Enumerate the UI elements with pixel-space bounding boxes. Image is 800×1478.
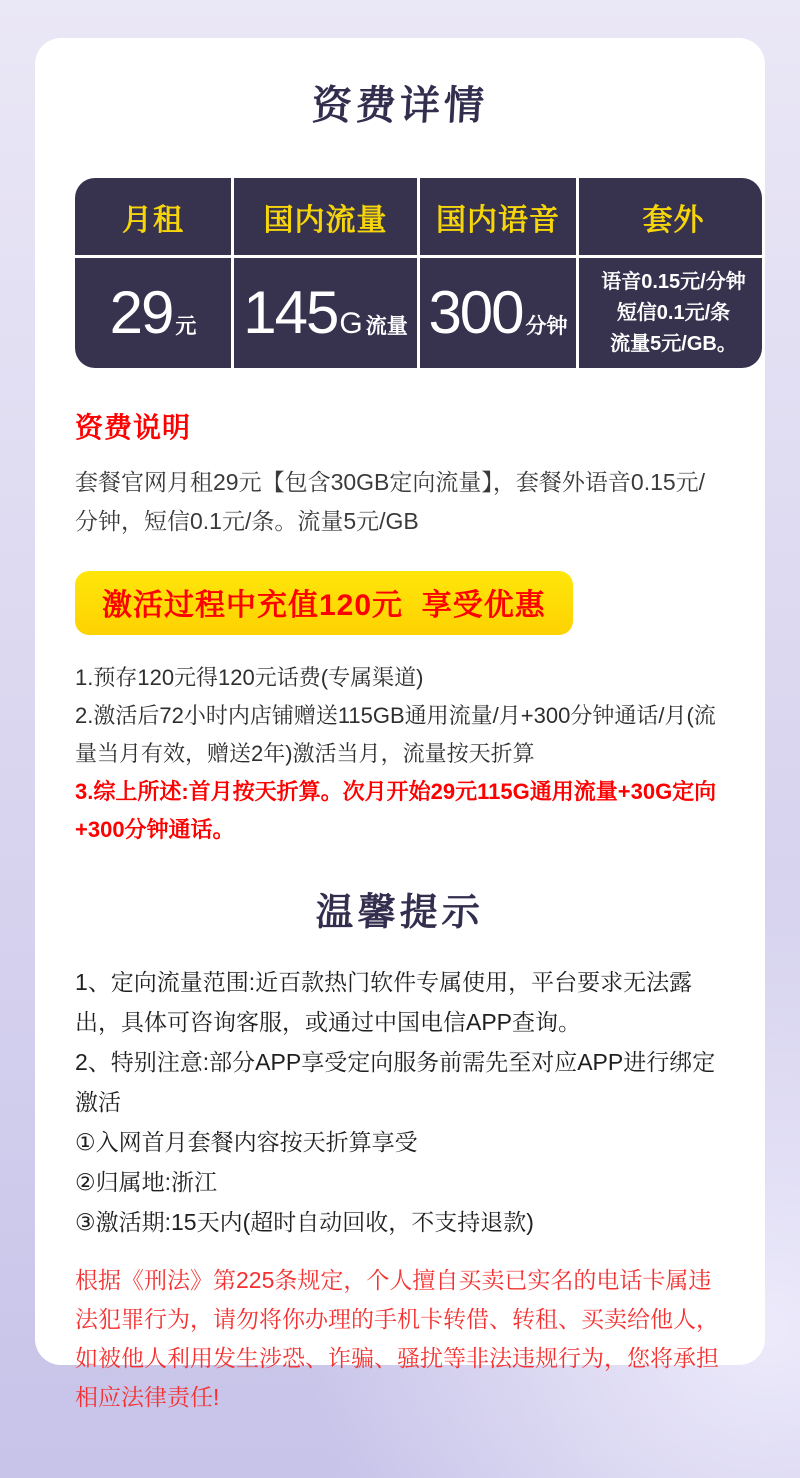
- rate-table: [75, 178, 762, 368]
- fee-note-heading: 资费说明: [75, 412, 192, 443]
- rate-table-header-monthly-fee: 月租: [75, 178, 231, 255]
- tip-item-3: ①入网首月套餐内容按天折算享受: [75, 1129, 418, 1155]
- tariff-card: [35, 38, 765, 1410]
- tips-list: [75, 962, 725, 1242]
- data-unit-label: 流量: [365, 315, 408, 338]
- fee-items-list: [75, 659, 725, 849]
- rate-table-value-out-of-plan: [579, 258, 762, 368]
- tip-item-4: ②归属地:浙江: [75, 1169, 218, 1195]
- data-unit-g: G: [339, 307, 363, 340]
- legal-warning: 根据《刑法》第225条规定，个人擅自买卖已实名的电话卡属违法犯罪行为，请勿将你办理的手机卡转借、转租、买卖给他人，如被他人利用发生涉恐、诈骗、骚扰等非法违规行为，您将承担相应法律责任!: [75, 1267, 719, 1410]
- page-title: 资费详情: [310, 84, 489, 128]
- rate-table-header-domestic-data: 国内流量: [234, 178, 417, 255]
- fee-item-1: 1.预存120元得120元话费(专属渠道): [75, 665, 424, 690]
- rate-table-value-domestic-voice: [420, 258, 576, 368]
- tip-item-5: ③激活期:15天内(超时自动回收，不支持退款): [75, 1209, 534, 1235]
- monthly-fee-unit: 元: [175, 315, 197, 338]
- monthly-fee-amount: 29: [109, 279, 173, 346]
- tip-item-1: 1、定向流量范围:近百款热门软件专属使用，平台要求无法露出，具体可咨询客服，或通过中国电信APP查询。: [75, 969, 693, 1035]
- tip-item-2: 2、特别注意:部分APP享受定向服务前需先至对应APP进行绑定激活: [75, 1049, 716, 1115]
- voice-amount: 300: [428, 279, 523, 346]
- rate-table-value-monthly-fee: [75, 258, 231, 368]
- out-of-plan-data-rate: 流量5元/GB。: [610, 332, 737, 355]
- promo-banner: 激活过程中充值120元 享受优惠: [75, 571, 573, 635]
- fee-note-body: 套餐官网月租29元【包含30GB定向流量】，套餐外语音0.15元/分钟，短信0.1元/条。流量5元/GB: [75, 469, 706, 534]
- data-amount: 145: [243, 279, 338, 346]
- fee-item-3-highlight: 3.综上所述:首月按天折算。次月开始29元115G通用流量+30G定向+300分钟通话。: [75, 779, 717, 842]
- tips-title: 温馨提示: [314, 892, 485, 934]
- out-of-plan-sms-rate: 短信0.1元/条: [616, 301, 731, 324]
- out-of-plan-voice-rate: 语音0.15元/分钟: [601, 270, 746, 293]
- voice-unit: 分钟: [525, 315, 568, 338]
- rate-table-value-domestic-data: [234, 258, 417, 368]
- rate-table-header-domestic-voice: 国内语音: [420, 178, 576, 255]
- fee-item-2: 2.激活后72小时内店铺赠送115GB通用流量/月+300分钟通话/月(流量当月有效，赠送2年)激活当月，流量按天折算: [75, 703, 716, 766]
- rate-table-header-out-of-plan: 套外: [579, 178, 762, 255]
